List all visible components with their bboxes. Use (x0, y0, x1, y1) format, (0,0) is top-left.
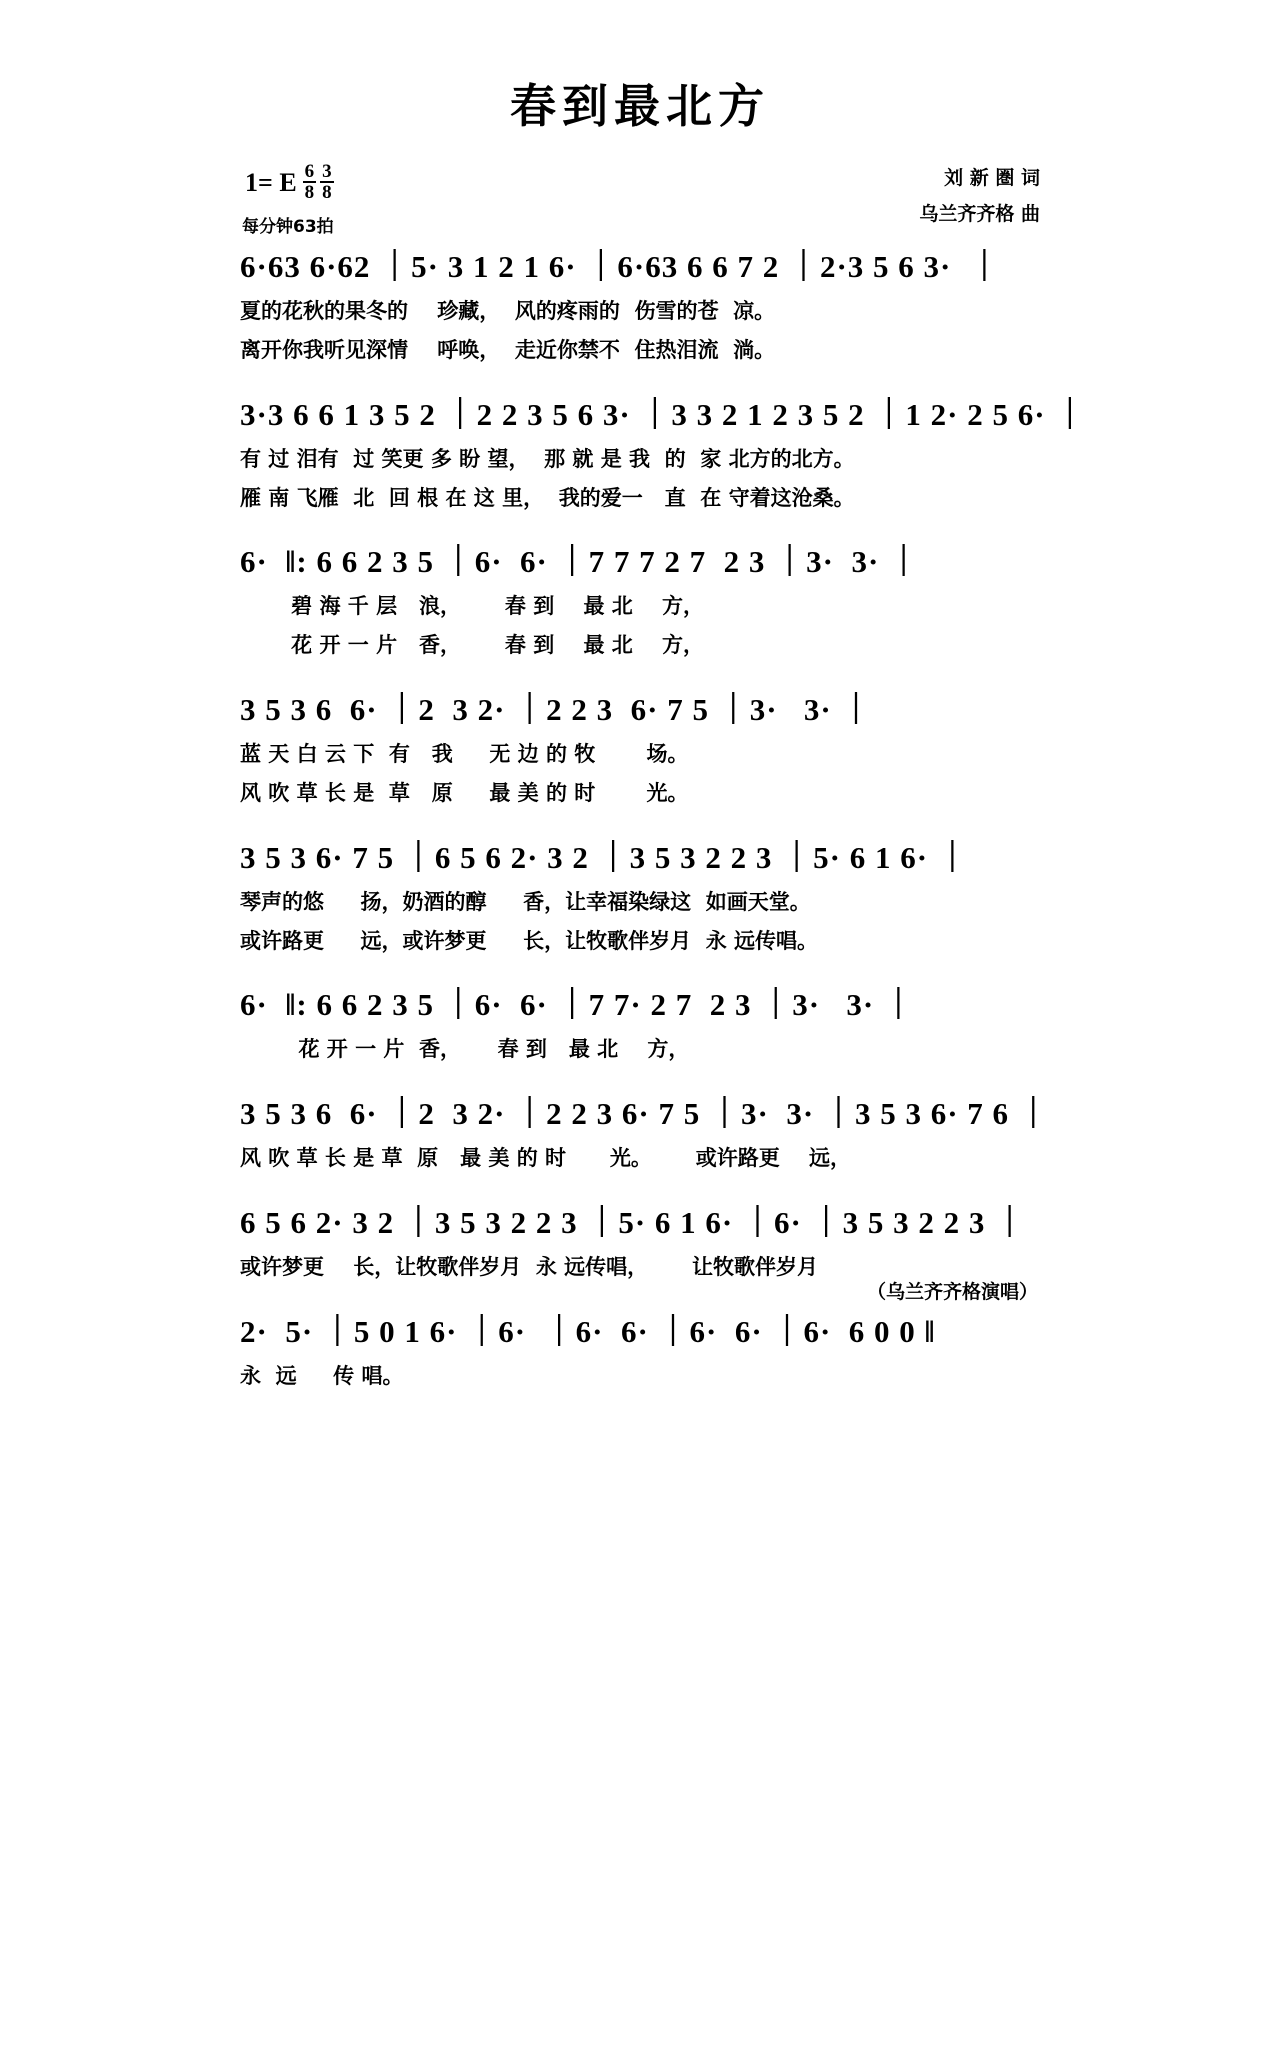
meter-second-denominator: 8 (322, 182, 332, 203)
meter-first-denominator: 8 (304, 182, 315, 203)
lyric-line: 夏的花秋的果冬的 珍藏， 风的疼雨的 伤雪的苍 凉。 (240, 299, 776, 323)
notation-line: 2· 5· ｜5 0 1 6· ｜6· ｜6· 6· ｜6· 6· ｜6· 6 0 0 ‖ (240, 1313, 936, 1349)
tempo-marking: 每分钟63拍 (242, 217, 334, 237)
key-signature (245, 161, 334, 208)
music-system-3 (150, 541, 1130, 665)
lyric-line: 碧 海 千 层 浪， 春 到 最 北 方， (240, 594, 705, 619)
key-signature-text: 1= E (245, 168, 297, 197)
notation-line: 3 5 3 6· 7 5 ｜6 5 6 2· 3 2 ｜3 5 3 2 2 3 ｜5· 6 1 6· ｜ (240, 839, 969, 875)
lyric-line: 蓝 天 白 云 下 有 我 无 边 的 牧 场。 (240, 742, 689, 767)
meter-second-numerator: 3 (322, 161, 332, 182)
notation-line: 6·63 6·62 ｜5· 3 1 2 1 6· ｜6·63 6 6 7 2 ｜2·3 5 6 3· ｜ (240, 249, 1001, 284)
credits-block (919, 160, 1040, 232)
score-header (150, 156, 1130, 246)
lyric-line: 风 吹 草 长 是 草 原 最 美 的 时 光。 (240, 780, 689, 805)
lyric-line: 花 开 一 片 香， 春 到 最 北 方， (240, 633, 705, 658)
music-system-4 (150, 689, 1130, 813)
sheet-music-page (150, 0, 1130, 1396)
lyric-line: 永 远 传 唱。 (240, 1363, 404, 1388)
lyric-line: 离开你我听见深情 呼唤， 走近你禁不 住热泪流 淌。 (240, 337, 776, 362)
performer-note: （乌兰齐齐格演唱） (866, 1280, 1038, 1303)
lyric-line: 或许梦更 长，让牧歌伴岁月 永 远传唱， 让牧歌伴岁月 (240, 1255, 819, 1280)
music-system-8 (150, 1202, 1130, 1287)
music-system-9 (150, 1280, 1130, 1396)
notation-line: 3 5 3 6 6· ｜2 3 2· ｜2 2 3 6· 7 5 ｜3· 3· ｜ (240, 692, 873, 728)
notation-line: 3·3 6 6 1 3 5 2 ｜2 2 3 5 6 3· ｜3 3 2 1 2 3 5 2 ｜1 2· 2 5 6· ｜ (240, 396, 1087, 432)
notation-line: 6· ‖: 6 6 2 3 5 ｜6· 6· ｜7 7· 2 7 2 3 ｜3· 3· ｜ (240, 987, 915, 1023)
music-system-1 (150, 246, 1130, 370)
lyric-line: 琴声的悠 扬，奶酒的醇 香，让幸福染绿这 如画天堂。 (240, 889, 811, 914)
lyric-line: 有 过 泪有 过 笑更 多 盼 望， 那 就 是 我 的 家 北方的北方。 (240, 446, 855, 471)
lyric-line: 花 开 一 片 香， 春 到 最 北 方， (240, 1037, 690, 1062)
music-system-2 (150, 394, 1130, 518)
music-system-6 (150, 984, 1130, 1069)
credit-composer: 乌兰齐齐格 曲 (919, 203, 1040, 226)
lyric-line: 雁 南 飞雁 北 回 根 在 这 里， 我的爱一 直 在 守着这沧桑。 (240, 485, 855, 510)
lyric-line: 或许路更 远，或许梦更 长，让牧歌伴岁月 永 远传唱。 (240, 928, 819, 953)
music-system-5 (150, 837, 1130, 961)
music-system-7 (150, 1093, 1130, 1178)
lyric-line: 风 吹 草 长 是 草 原 最 美 的 时 光。 或许路更 远， (240, 1146, 852, 1171)
page-title: 春到最北方 (510, 79, 770, 133)
notation-line: 3 5 3 6 6· ｜2 3 2· ｜2 2 3 6· 7 5 ｜3· 3· ｜3 5 3 6· 7 6 ｜ (240, 1096, 1050, 1132)
notation-line: 6· ‖: 6 6 2 3 5 ｜6· 6· ｜7 7 7 2 7 2 3 ｜3· 3· ｜ (240, 544, 921, 580)
notation-line: 6 5 6 2· 3 2 ｜3 5 3 2 2 3 ｜5· 6 1 6· ｜6· ｜3 5 3 2 2 3 ｜ (240, 1205, 1027, 1241)
meter-first-numerator: 6 (304, 161, 315, 182)
meter-second (320, 162, 334, 202)
credit-lyricist: 刘 新 圏 词 (944, 167, 1040, 189)
meter-first (303, 162, 317, 202)
